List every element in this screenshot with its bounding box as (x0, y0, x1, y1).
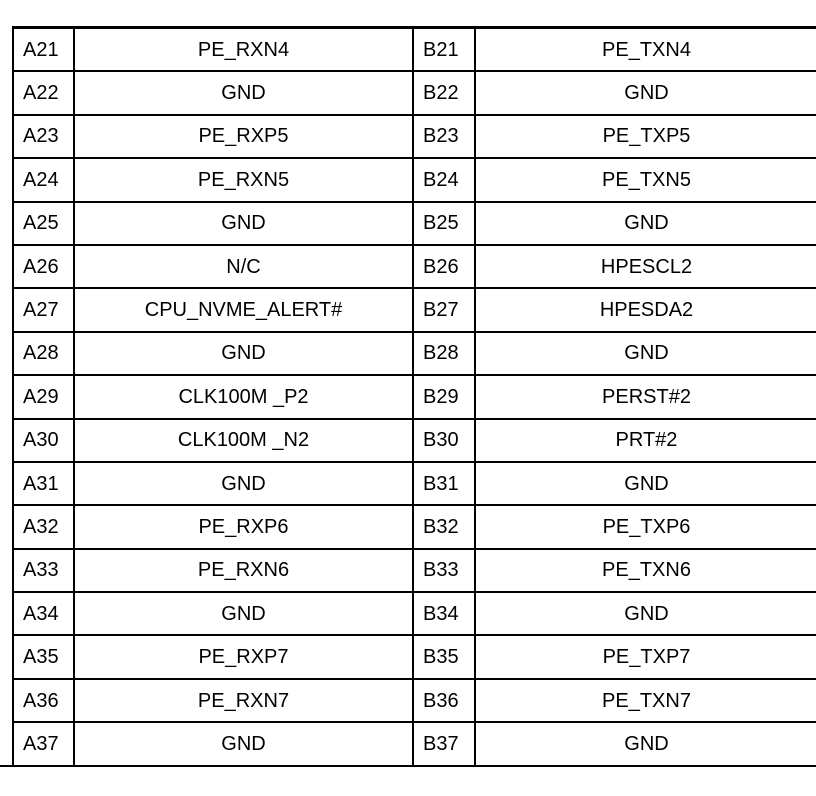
pin-a-cell: A31 (13, 462, 74, 505)
signal-b-cell: GND (475, 462, 816, 505)
table-row (13, 462, 816, 505)
pin-a-cell: A35 (13, 635, 74, 678)
pin-b-cell: B36 (413, 679, 475, 722)
pin-a-cell: A24 (13, 158, 74, 201)
signal-a-cell: CLK100M _N2 (74, 419, 413, 462)
table-row (13, 419, 816, 462)
pin-b-cell: B32 (413, 505, 475, 548)
pin-b-cell: B31 (413, 462, 475, 505)
table-row (13, 679, 816, 722)
signal-b-cell: GND (475, 71, 816, 114)
pin-a-cell: A22 (13, 71, 74, 114)
signal-a-cell: GND (74, 202, 413, 245)
signal-b-cell: PE_TXN4 (475, 29, 816, 71)
pin-b-cell: B34 (413, 592, 475, 635)
pin-b-cell: B27 (413, 288, 475, 331)
table-row (13, 158, 816, 201)
pin-b-cell: B33 (413, 549, 475, 592)
signal-a-cell: GND (74, 722, 413, 764)
signal-a-cell: PE_RXN6 (74, 549, 413, 592)
pin-b-cell: B24 (413, 158, 475, 201)
signal-b-cell: PE_TXP5 (475, 115, 816, 158)
table-row (13, 635, 816, 678)
pin-a-cell: A37 (13, 722, 74, 764)
pin-b-cell: B30 (413, 419, 475, 462)
pin-a-cell: A23 (13, 115, 74, 158)
pinout-table (12, 29, 816, 765)
signal-a-cell: PE_RXP7 (74, 635, 413, 678)
signal-b-cell: PERST#2 (475, 375, 816, 418)
table-row (13, 71, 816, 114)
pin-a-cell: A32 (13, 505, 74, 548)
pin-b-cell: B28 (413, 332, 475, 375)
signal-a-cell: CPU_NVME_ALERT# (74, 288, 413, 331)
pin-b-cell: B25 (413, 202, 475, 245)
table-row (13, 722, 816, 764)
signal-b-cell: HPESCL2 (475, 245, 816, 288)
pin-b-cell: B35 (413, 635, 475, 678)
signal-a-cell: GND (74, 332, 413, 375)
pin-b-cell: B23 (413, 115, 475, 158)
pin-a-cell: A25 (13, 202, 74, 245)
pin-a-cell: A26 (13, 245, 74, 288)
signal-a-cell: GND (74, 592, 413, 635)
table-row (13, 549, 816, 592)
signal-b-cell: PE_TXP6 (475, 505, 816, 548)
signal-b-cell: PE_TXN6 (475, 549, 816, 592)
signal-b-cell: PE_TXN5 (475, 158, 816, 201)
signal-a-cell: PE_RXP5 (74, 115, 413, 158)
table-row (13, 375, 816, 418)
pin-a-cell: A27 (13, 288, 74, 331)
table-row (13, 202, 816, 245)
table-row (13, 245, 816, 288)
pinout-table-body (13, 29, 816, 765)
pin-a-cell: A28 (13, 332, 74, 375)
pin-b-cell: B29 (413, 375, 475, 418)
table-row (13, 505, 816, 548)
signal-b-cell: GND (475, 722, 816, 764)
signal-a-cell: PE_RXN7 (74, 679, 413, 722)
table-row (13, 332, 816, 375)
pin-b-cell: B22 (413, 71, 475, 114)
table-row (13, 115, 816, 158)
signal-b-cell: PE_TXP7 (475, 635, 816, 678)
table-row (13, 288, 816, 331)
signal-a-cell: GND (74, 462, 413, 505)
signal-b-cell: GND (475, 592, 816, 635)
pin-a-cell: A21 (13, 29, 74, 71)
pin-a-cell: A36 (13, 679, 74, 722)
signal-b-cell: GND (475, 332, 816, 375)
pin-a-cell: A33 (13, 549, 74, 592)
pin-a-cell: A30 (13, 419, 74, 462)
signal-b-cell: HPESDA2 (475, 288, 816, 331)
pin-b-cell: B26 (413, 245, 475, 288)
signal-a-cell: PE_RXN4 (74, 29, 413, 71)
signal-a-cell: N/C (74, 245, 413, 288)
signal-b-cell: PE_TXN7 (475, 679, 816, 722)
signal-a-cell: GND (74, 71, 413, 114)
signal-b-cell: GND (475, 202, 816, 245)
table-row (13, 592, 816, 635)
pin-b-cell: B37 (413, 722, 475, 764)
signal-a-cell: CLK100M _P2 (74, 375, 413, 418)
pin-a-cell: A29 (13, 375, 74, 418)
pin-a-cell: A34 (13, 592, 74, 635)
signal-a-cell: PE_RXP6 (74, 505, 413, 548)
pin-b-cell: B21 (413, 29, 475, 71)
table-bottom-rule (0, 765, 816, 767)
table-row (13, 29, 816, 71)
signal-b-cell: PRT#2 (475, 419, 816, 462)
signal-a-cell: PE_RXN5 (74, 158, 413, 201)
